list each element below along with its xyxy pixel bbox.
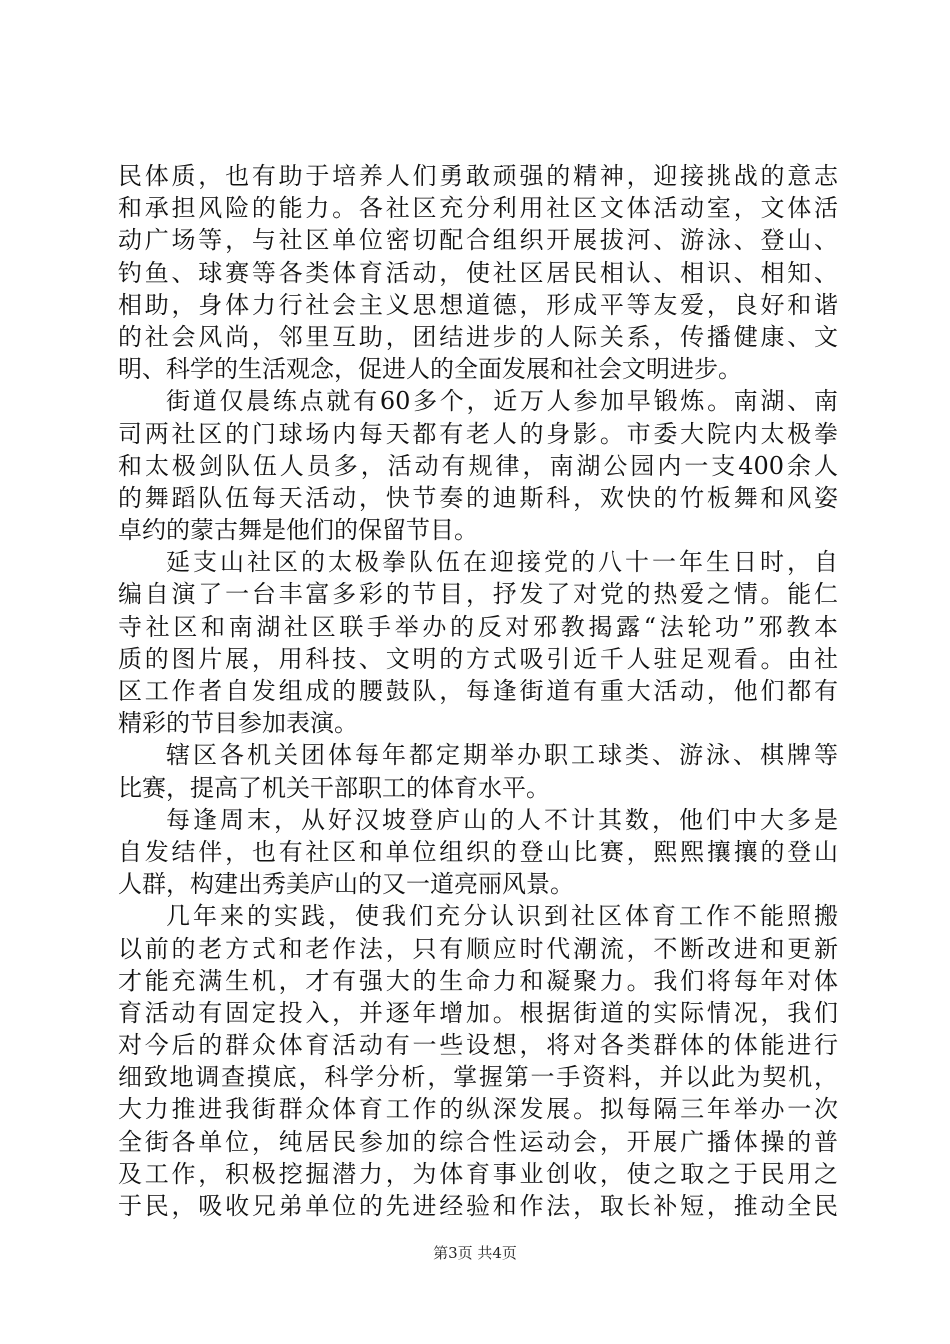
text-line: 全街各单位，纯居民参加的综合性运动会，开展广播体操的普 xyxy=(118,1127,838,1156)
text-line: 民体质，也有助于培养人们勇敢顽强的精神，迎接挑战的意志 xyxy=(118,162,838,190)
text-line: 质的图片展，用科技、文明的方式吸引近千人驻足观看。由社 xyxy=(118,644,838,673)
text-line: 人群，构建出秀美庐山的又一道亮丽风景。 xyxy=(118,870,574,899)
text-line: 相助，身体力行社会主义思想道德，形成平等友爱，良好和谐 xyxy=(118,290,838,319)
text-line: 育活动有固定投入，并逐年增加。根据街道的实际情况，我们 xyxy=(118,998,838,1027)
text-line: 和承担风险的能力。各社区充分利用社区文体活动室，文体活 xyxy=(118,194,838,223)
body-text xyxy=(118,160,838,1222)
text-line: 比赛，提高了机关干部职工的体育水平。 xyxy=(118,773,550,802)
text-line: 于民，吸收兄弟单位的先进经验和作法，取长补短，推动全民 xyxy=(118,1192,838,1220)
text-line: 钓鱼、球赛等各类体育活动，使社区居民相认、相识、相知、 xyxy=(118,258,838,287)
text-line: 每逢周末，从好汉坡登庐山的人不计其数，他们中大多是 xyxy=(166,805,838,834)
text-line: 和太极剑队伍人员多，活动有规律，南湖公园内一支400余人 xyxy=(118,451,838,480)
text-line: 编自演了一台丰富多彩的节目，抒发了对党的热爱之情。能仁 xyxy=(118,580,838,609)
text-line: 动广场等，与社区单位密切配合组织开展拔河、游泳、登山、 xyxy=(118,226,838,255)
text-line: 以前的老方式和老作法，只有顺应时代潮流，不断改进和更新 xyxy=(118,934,838,963)
text-line: 寺社区和南湖社区联手举办的反对邪教揭露“法轮功”邪教本 xyxy=(118,612,838,641)
text-line: 对今后的群众体育活动有一些设想，将对各类群体的体能进行 xyxy=(118,1031,838,1060)
text-line: 明、科学的生活观念，促进人的全面发展和社会文明进步。 xyxy=(118,355,742,384)
text-line: 几年来的实践，使我们充分认识到社区体育工作不能照搬 xyxy=(166,902,838,931)
text-line: 辖区各机关团体每年都定期举办职工球类、游泳、棋牌等 xyxy=(166,741,838,770)
text-line: 街道仅晨练点就有60多个，近万人参加早锻炼。南湖、南 xyxy=(166,387,838,416)
text-line: 司两社区的门球场内每天都有老人的身影。市委大院内太极拳 xyxy=(118,419,838,448)
page-footer: 第3页 共4页 xyxy=(433,1244,517,1262)
text-line: 及工作，积极挖掘潜力，为体育事业创收，使之取之于民用之 xyxy=(118,1159,838,1188)
text-line: 精彩的节目参加表演。 xyxy=(118,709,358,738)
text-line: 卓约的蒙古舞是他们的保留节目。 xyxy=(118,516,478,545)
text-line: 细致地调查摸底，科学分析，掌握第一手资料，并以此为契机， xyxy=(118,1063,838,1092)
text-line: 的社会风尚，邻里互助，团结进步的人际关系，传播健康、文 xyxy=(118,322,838,351)
text-line: 自发结伴，也有社区和单位组织的登山比赛，熙熙攘攘的登山 xyxy=(118,837,838,866)
text-line: 区工作者自发组成的腰鼓队，每逢街道有重大活动，他们都有 xyxy=(118,677,838,705)
text-line: 延支山社区的太极拳队伍在迎接党的八十一年生日时，自 xyxy=(166,548,838,577)
text-line: 大力推进我街群众体育工作的纵深发展。拟每隔三年举办一次 xyxy=(118,1095,838,1124)
text-line: 才能充满生机，才有强大的生命力和凝聚力。我们将每年对体 xyxy=(118,966,838,995)
text-line: 的舞蹈队伍每天活动，快节奏的迪斯科，欢快的竹板舞和风姿 xyxy=(118,483,838,512)
